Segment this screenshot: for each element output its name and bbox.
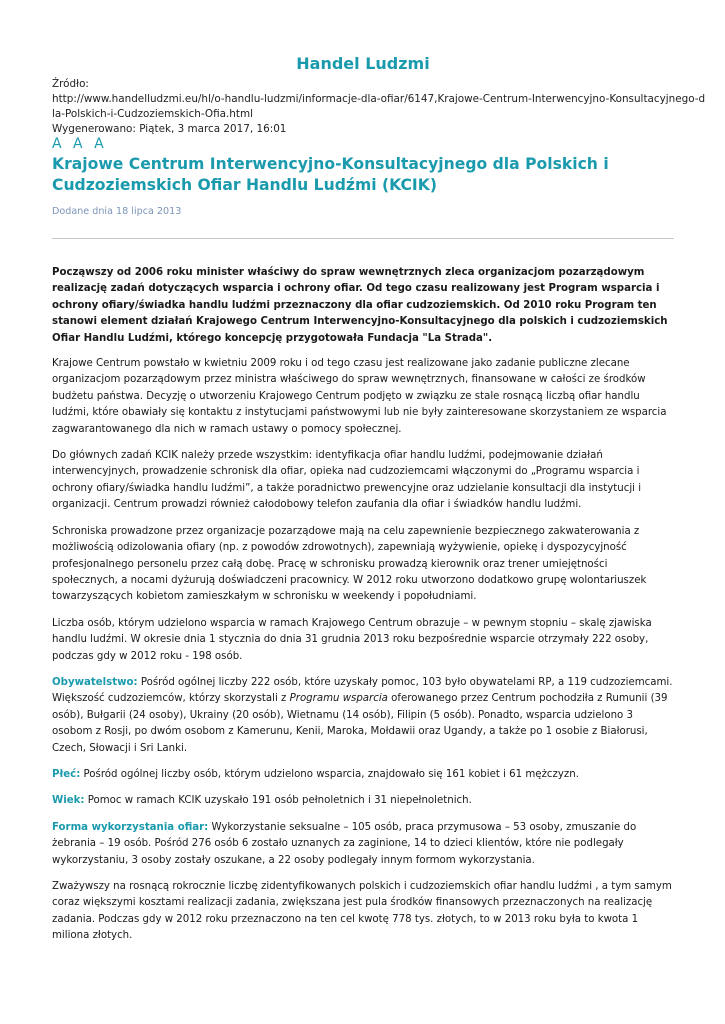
article-body [52, 265, 674, 955]
paragraph-age [52, 793, 674, 809]
generated-date: Wygenerowano: Piątek, 3 marca 2017, 16:01 [52, 123, 287, 135]
source-url-line-2[interactable]: la-Polskich-i-Cudzoziemskich-Ofia.html [52, 108, 253, 120]
paragraph-funding: Zważywszy na rosnącą rokrocznie liczbę zidentyfikowanych polskich i cudzoziemskich ofiar handlu ludźmi , a tym samym coraz większymi kosztami realizacji zadania, zwiększana jest pula środków finansowych przeznaczonych na realizację zadania. Podczas gdy w 2012 roku przeznaczono na ten cel kwotę 778 tys. złotych, to w 2013 roku była to kwota 1 miliona złotych. [52, 881, 672, 942]
exploitation-text: Wykorzystanie seksualne – 105 osób, praca przymusowa – 53 osoby, zmuszanie do żebrania – 19 osób. Pośród 276 osób 6 zostało uznanych za zaginione, 14 to dzieci klientów, które nie podlegały wykorzystaniu, 3 osoby zostały oszukane, a 22 osoby podlegały innym formom wykorzystania. [52, 821, 637, 866]
paragraph-exploitation [52, 820, 674, 869]
gender-text: Pośród ogólnej liczby osób, którym udzielono wsparcia, znajdowało się 161 kobiet i 61 mężczyzn. [80, 768, 579, 780]
source-label: Źródło: [52, 78, 89, 90]
divider [52, 238, 674, 239]
paragraph-statistics: Liczba osób, którym udzielono wsparcia w ramach Krajowego Centrum obrazuje – w pewnym stopniu – skalę zjawiska handlu ludźmi. W okresie dnia 1 stycznia do dnia 31 grudnia 2013 roku bezpośrednie wsparcie otrzymały 222 osoby, podczas gdy w 2012 roku - 198 osób. [52, 617, 652, 662]
gender-label: Płeć: [52, 768, 81, 780]
lead-paragraph: Począwszy od 2006 roku minister właściwy do spraw wewnętrznych zleca organizacjom pozarządowym realizację zadań dotyczących wsparcia i ochrony ofiar. Od tego czasu realizowany jest Program wsparcia i ochrony ofiary/świadka handlu ludźmi przeznaczony dla ofiar cudzoziemskich. Od 2010 roku Program ten stanowi element działań Krajowego Centrum Interwencyjno-Konsultacyjnego dla polskich i cudzoziemskich Ofiar Handlu Ludźmi, którego koncepcję przygotowała Fundacja "La Strada". [52, 267, 668, 344]
exploitation-label: Forma wykorzystania ofiar: [52, 821, 209, 833]
age-text: Pomoc w ramach KCIK uzyskało 191 osób pełnoletnich i 31 niepełnoletnich. [84, 795, 472, 807]
font-size-large-button[interactable]: A [94, 136, 106, 152]
citizenship-italic: Programu wsparcia [289, 693, 388, 705]
source-meta [52, 77, 706, 137]
paragraph-tasks: Do głównych zadań KCIK należy przede wszystkim: identyfikacja ofiar handlu ludźmi, podejmowanie działań interwencyjnych, prowadzenie schronisk dla ofiar, opieka nad cudzoziemcami włączonymi do „Programu wsparcia i ochrony ofiary/świadka handlu ludźmi”, a także poradnictwo prewencyjne oraz udzielanie konsultacji dla instytucji i organizacji. Centrum prowadzi również całodobowy telefon zaufania dla ofiar i świadków handlu ludźmi. [52, 450, 642, 511]
source-url-line-1[interactable]: http://www.handelludzmi.eu/hl/o-handlu-ludzmi/informacje-dla-ofiar/6147,Krajowe-Centrum-Interwencyjno-Konsultacyjnego-d [52, 93, 706, 105]
font-size-medium-button[interactable]: A [73, 136, 85, 152]
citizenship-text-a: Pośród ogólnej liczby 222 osób, które uzyskały pomoc, 103 było obywatelami RP, a 119 cudzoziemcami. Większość cudzoziemców, którzy skorzystali z [52, 676, 673, 705]
age-label: Wiek: [52, 795, 85, 807]
paragraph-shelters: Schroniska prowadzone przez organizacje pozarządowe mają na celu zapewnienie bezpiecznego zakwaterowania z możliwością odizolowania ofiary (np. z powodów zdrowotnych), zapewniają wyżywienie, opiekę i dyspozycyjność profesjonalnego personelu przez całą dobę. Pracę w schronisku prowadzą kierownik oraz trener umiejętności społecznych, a nocami dyżurują doświadczeni pracownicy. W 2012 roku utworzono dodatkowo grupę wolontariuszek towarzyszących kobietom zamieszkałym w schronisku w weekendy i popołudniami. [52, 525, 647, 603]
date-added: Dodane dnia 18 lipca 2013 [52, 206, 182, 217]
paragraph-gender [52, 767, 674, 783]
paragraph-history: Krajowe Centrum powstało w kwietniu 2009 roku i od tego czasu jest realizowane jako zadanie publiczne zlecane organizacjom pozarządowym przez ministra właściwego do spraw wewnętrznych, finansowane w całości ze środków budżetu państwa. Decyzję o utworzeniu Krajowego Centrum podjęto w związku ze stale rosnącą liczbą ofiar handlu ludźmi, które obawiały się kontaktu z instytucjami państwowymi lub nie były zainteresowane skorzystaniem ze wsparcia zagwarantowanego dla nich w ramach ustawy o pomocy społecznej. [52, 358, 667, 435]
citizenship-label: Obywatelstwo: [52, 676, 138, 688]
article-title: Krajowe Centrum Interwencyjno-Konsultacyjnego dla Polskich i Cudzoziemskich Ofiar Handlu Ludźmi (KCIK) [52, 155, 609, 194]
font-size-controls [52, 136, 109, 152]
font-size-small-button[interactable]: A [52, 136, 64, 152]
site-title: Handel Ludzmi [296, 54, 430, 73]
paragraph-citizenship [52, 675, 674, 757]
citizenship-text-b: oferowanego przez Centrum pochodziła z Rumunii (39 osób), Bułgarii (24 osoby), Ukrainy (20 osób), Wietnamu (14 osób), Filipin (5 osób). Ponadto, wsparcia udzielono 3 osobom z Rosji, po dwóm osobom z Kamerunu, Kenii, Maroka, Mołdawii oraz Ugandy, a także po 1 osobie z Białorusi, Czech, Słowacji i Sri Lanki. [52, 693, 668, 754]
